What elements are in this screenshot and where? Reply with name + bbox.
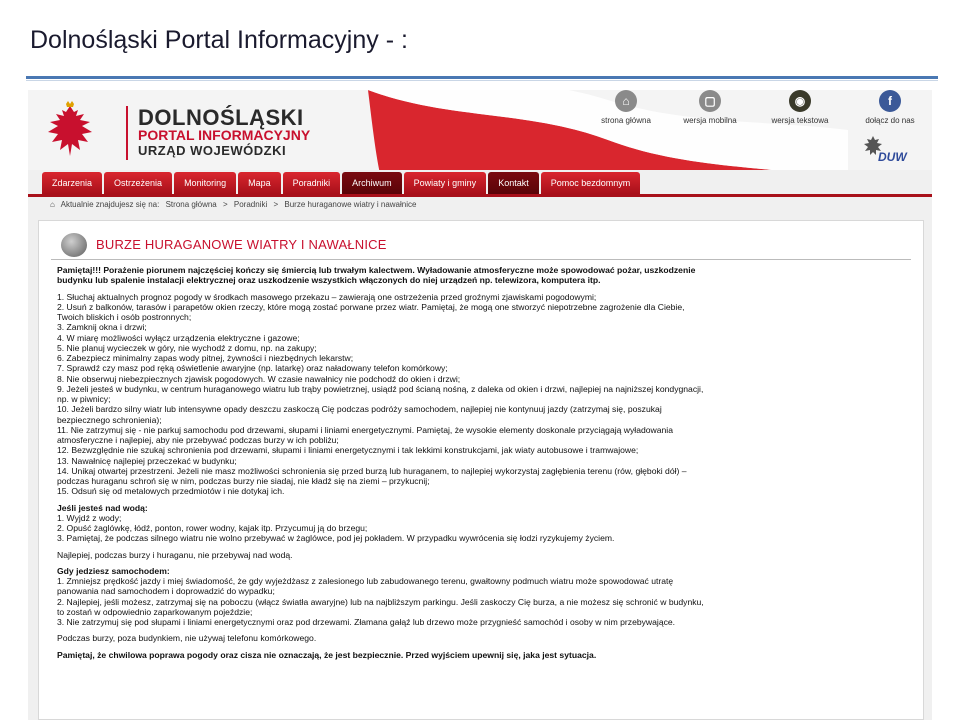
list-line: bezpiecznego schronienia); xyxy=(57,414,162,425)
intro-line: budynku lub spalenie instalacji elektrycznej oraz uszkodzenie wszystkich włączonych do niej urządzeń np. telewizora, komputera itp. xyxy=(57,275,601,286)
list-line: podczas huraganu schroń się w nim, podczas burzy nie siadaj, nie kładź się na ziemi – przykucnij; xyxy=(57,476,430,486)
car-heading: Gdy jedziesz samochodem: xyxy=(57,565,170,576)
list-line: 6. Zabezpiecz minimalny zapas wody pitnej, żywności i niezbędnych lekarstw; xyxy=(57,353,354,363)
eagle-emblem-icon xyxy=(42,100,98,162)
home-small-icon: ⌂ xyxy=(50,200,55,209)
list-line: 15. Odsuń się od metalowych przedmiotów i nie dotykaj ich. xyxy=(57,486,285,497)
title-divider-thin xyxy=(26,80,938,81)
list-line: 1. Słuchaj aktualnych prognoz pogody w środkach masowego przekazu – zawierają one ostrzeżenia przed groźnymi zjawiskami pogodowymi; xyxy=(57,291,597,302)
breadcrumb-item-current: Burze huraganowe wiatry i nawałnice xyxy=(284,200,417,209)
list-line: 9. Jeżeli jesteś w budynku, w centrum huraganowego wiatru lub trąby powietrznej, usiądź pod ścianą nośną, z daleka od okien i drzwi, najlepiej na najniższej kondygnacji, xyxy=(57,383,704,394)
car-list-line: panowania nad samochodem i doprowadzić do wypadku; xyxy=(57,586,275,597)
eye-icon: ◉ xyxy=(789,90,811,112)
water-note: Najlepiej, podczas burzy i huraganu, nie przebywaj nad wodą. xyxy=(57,549,293,560)
water-heading: Jeśli jesteś nad wodą: xyxy=(57,502,148,513)
logo-line-2: PORTAL INFORMACYJNY xyxy=(138,127,311,143)
final-note: Pamiętaj, że chwilowa poprawa pogody oraz cisza nie oznaczają, że jest bezpiecznie. Przed wyjściem upewnij się, jaka jest sytuacja. xyxy=(57,649,597,660)
list-line: 11. Nie zatrzymuj się - nie parkuj samochodu pod drzewami, słupami i liniami energetycznymi. Pamiętaj, że wysokie elementy doskonale przyciągają wyładowania xyxy=(57,424,674,435)
list-line: 12. Bezwzględnie nie szukaj schronienia pod drzewami, słupami i liniami energetycznymi i tak lekkimi konstrukcjami, jak wiaty autobusowe i tramwajowe; xyxy=(57,445,639,456)
breadcrumb-item-home[interactable]: Strona główna xyxy=(165,200,217,209)
list-line: 4. W miarę możliwości wyłącz urządzenia elektryczne i gazowe; xyxy=(57,332,300,343)
nav-underline xyxy=(28,194,932,197)
list-line: 13. Nawałnicę najlepiej przeczekać w budynku; xyxy=(57,455,237,466)
facebook-icon: f xyxy=(879,90,901,112)
breadcrumb-separator: > xyxy=(273,200,279,209)
nav-item-monitoring[interactable]: Monitoring xyxy=(174,172,236,194)
slide-title: Dolnośląski Portal Informacyjny - : xyxy=(30,26,408,54)
top-link-label: wersja mobilna xyxy=(683,116,737,125)
nav-item-archiwum[interactable]: Archiwum xyxy=(342,172,402,194)
nav-item-pomoc-bezdomnym[interactable]: Pomoc bezdomnym xyxy=(541,172,641,194)
list-line: atmosferyczne i najlepiej, aby nie przebywać podczas burzy w ich pobliżu; xyxy=(57,435,339,445)
logo-separator xyxy=(126,106,128,160)
top-link-home[interactable] xyxy=(586,90,666,125)
nav-item-zdarzenia[interactable]: Zdarzenia xyxy=(42,172,102,194)
top-link-label: wersja tekstowa xyxy=(771,116,829,125)
article-heading: BURZE HURAGANOWE WIATRY I NAWAŁNICE xyxy=(96,237,387,252)
nav-item-ostrzezenia[interactable]: Ostrzeżenia xyxy=(104,172,172,194)
breadcrumb-item-poradniki[interactable]: Poradniki xyxy=(233,200,268,209)
nav-item-powiaty[interactable]: Powiaty i gminy xyxy=(404,172,487,194)
water-list-line: 1. Wyjdź z wody; xyxy=(57,512,122,523)
car-list-line: 1. Zmniejsz prędkość jazdy i miej świadomość, że gdy wyjeżdżasz z zalesionego lub zabudowanego terenu, gwałtowny podmuch wiatru może spowodować utratę xyxy=(57,576,674,586)
top-link-label: dołącz do nas xyxy=(865,116,915,125)
list-line: 14. Unikaj otwartej przestrzeni. Jeżeli nie masz możliwości schronienia się przed burzą lub huraganem, to najlepiej wykorzystaj zagłębienia terenu (rów, głęboki dół) – xyxy=(57,465,687,476)
breadcrumb xyxy=(50,200,420,209)
list-line: 10. Jeżeli bardzo silny wiatr lub intensywne opady deszczu zaskoczą Cię podczas podróży samochodem, najlepiej nie kontynuuj jazdy (zatrzymaj się, poszukaj xyxy=(57,404,662,415)
phone-note: Podczas burzy, poza budynkiem, nie używaj telefonu komórkowego. xyxy=(57,633,317,644)
breadcrumb-separator: > xyxy=(222,200,228,209)
water-list-line: 2. Opuść żaglówkę, łódź, ponton, rower wodny, kajak itp. Przycumuj ją do brzegu; xyxy=(57,523,368,533)
list-line: Twoich bliskich i osób postronnych; xyxy=(57,312,192,322)
list-line: 8. Nie obserwuj niebezpiecznych zjawisk pogodowych. W czasie nawałnicy nie podchodź do okien i drzwi; xyxy=(57,373,461,384)
logo-line-1: DOLNOŚLĄSKI xyxy=(138,105,304,130)
car-list-line: 2. Najlepiej, jeśli możesz, zatrzymaj się na poboczu (włącz światła awaryjne) lub na najbliższym parkingu. Jeśli zaskoczy Cię burza, a nie możesz się schronić w budynku, xyxy=(57,596,704,607)
duw-label: DUW xyxy=(878,150,907,164)
duw-logo[interactable] xyxy=(862,134,922,168)
car-list-line: to zostań w odpowiednio zaparkowanym pojeździe; xyxy=(57,606,253,617)
nav-item-mapa[interactable]: Mapa xyxy=(238,172,281,194)
intro-line: Pamiętaj!!! Porażenie piorunem najczęściej kończy się śmiercią lub trwałym kalectwem. Wyładowanie atmosferyczne może spowodować pożar, uszkodzenie xyxy=(57,265,696,275)
list-line: np. w piwnicy; xyxy=(57,394,111,404)
car-list-line: 3. Nie zatrzymuj się pod słupami i liniami energetycznymi oraz pod drzewami. Złamana gałąź lub drzewo może przygnieść samochód i osoby w nim przebywające. xyxy=(57,617,676,627)
nav-item-kontakt[interactable]: Kontakt xyxy=(488,172,539,194)
water-list-line: 3. Pamiętaj, że podczas silnego wiatru nie wolno przebywać w żaglówce, pod jej pokładem. W przypadku wywrócenia się łodzi ryzykujemy życiem. xyxy=(57,533,615,544)
list-line: 7. Sprawdź czy masz pod ręką oświetlenie awaryjne (np. latarkę) oraz naładowany telefon komórkowy; xyxy=(57,363,448,374)
list-line: 5. Nie planuj wycieczek w góry, nie wychodź z domu, np. na zakupy; xyxy=(57,342,317,353)
site-header xyxy=(28,90,932,170)
top-link-facebook[interactable] xyxy=(850,90,930,125)
portal-screenshot xyxy=(28,90,932,720)
article-panel xyxy=(38,220,924,720)
top-link-text-version[interactable] xyxy=(760,90,840,125)
breadcrumb-prefix: Aktualnie znajdujesz się na: xyxy=(60,200,160,209)
mobile-icon: ▢ xyxy=(699,90,721,112)
main-nav xyxy=(42,172,640,194)
top-link-label: strona główna xyxy=(601,116,651,125)
heading-bullet-icon xyxy=(61,233,87,257)
nav-item-poradniki[interactable]: Poradniki xyxy=(283,172,341,194)
list-line: 3. Zamknij okna i drzwi; xyxy=(57,322,147,333)
top-link-mobile[interactable] xyxy=(670,90,750,125)
logo-line-3: URZĄD WOJEWÓDZKI xyxy=(138,143,287,158)
home-icon: ⌂ xyxy=(615,90,637,112)
heading-divider xyxy=(51,259,911,260)
article-body xyxy=(57,265,917,660)
title-divider xyxy=(26,76,938,79)
list-line: 2. Usuń z balkonów, tarasów i parapetów okien rzeczy, które mogą zostać porwane przez wiatr. Pamiętaj, że mogą one stworzyć niepotrzebne zagrożenie dla Ciebie, xyxy=(57,301,685,312)
